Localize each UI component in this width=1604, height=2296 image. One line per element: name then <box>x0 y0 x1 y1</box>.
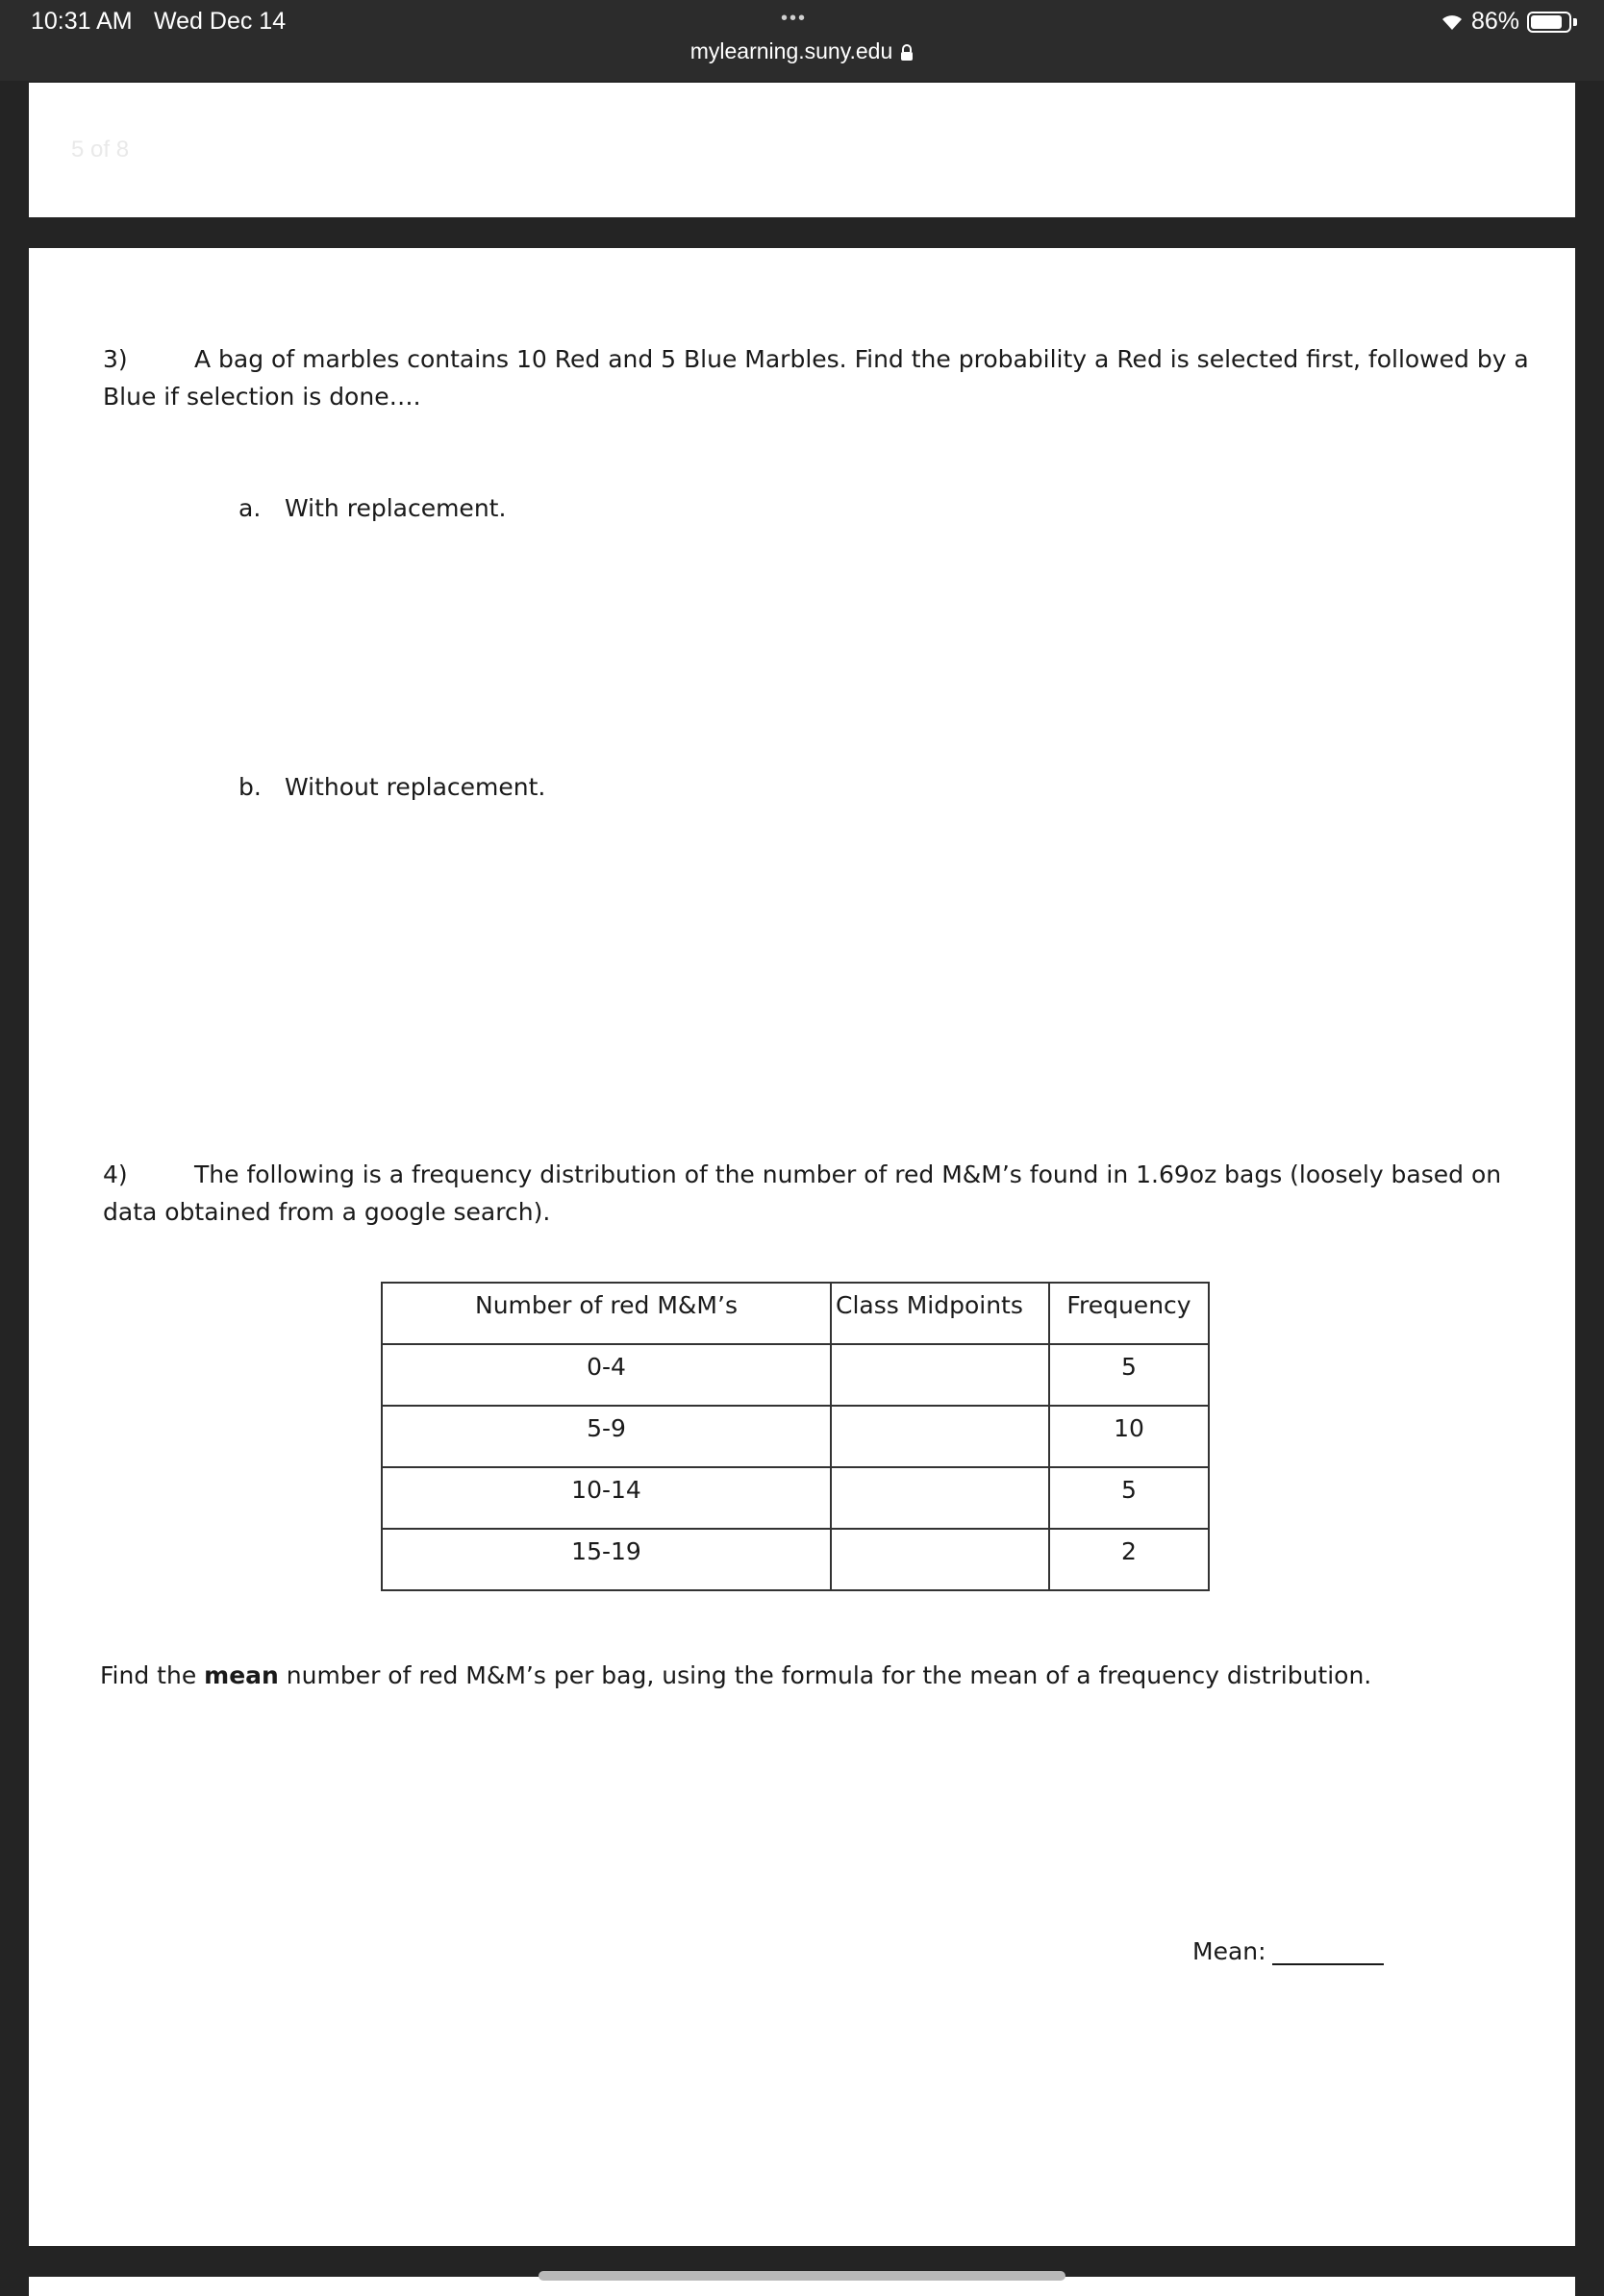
row-midpoint <box>831 1529 1049 1590</box>
page-counter: 5 of 8 <box>71 137 130 162</box>
table-header-row <box>382 1283 1209 1344</box>
multitasking-dots[interactable]: ••• <box>781 8 808 29</box>
status-time: 10:31 AM <box>31 8 133 35</box>
row-frequency: 5 <box>1049 1344 1209 1406</box>
header-number-of-red: Number of red M&M’s <box>382 1283 831 1344</box>
question-4-number: 4) <box>103 1160 128 1188</box>
wifi-icon <box>1441 13 1464 31</box>
status-bar <box>0 0 1604 81</box>
question-3 <box>103 340 1529 415</box>
answer-blank <box>1272 1940 1384 1965</box>
part-a-label: With replacement. <box>285 494 507 522</box>
url-bar[interactable] <box>0 38 1604 64</box>
mean-answer <box>1192 1937 1384 1965</box>
instruction-bold: mean <box>204 1661 279 1689</box>
url-text: mylearning.suny.edu <box>689 38 893 63</box>
status-date: Wed Dec 14 <box>154 8 287 35</box>
question-3-number: 3) <box>103 345 128 373</box>
mean-instruction <box>100 1661 1371 1689</box>
battery-fill <box>1531 15 1562 29</box>
question-4 <box>103 1156 1501 1231</box>
part-a-letter: a. <box>238 494 262 522</box>
instruction-post: number of red M&M’s per bag, using the formula for the mean of a frequency distribution. <box>278 1661 1372 1689</box>
part-b-letter: b. <box>238 773 262 801</box>
document-page <box>29 248 1575 2246</box>
row-range: 15-19 <box>382 1529 831 1590</box>
instruction-pre: Find the <box>100 1661 205 1689</box>
row-range: 10-14 <box>382 1467 831 1529</box>
header-frequency: Frequency <box>1049 1283 1209 1344</box>
row-frequency: 10 <box>1049 1406 1209 1467</box>
question-4-text-line2: data obtained from a google search). <box>103 1198 551 1226</box>
table-row <box>382 1406 1209 1467</box>
answer-label: Mean: <box>1192 1937 1266 1965</box>
table-row <box>382 1529 1209 1590</box>
scroll-indicator[interactable] <box>539 2271 1065 2281</box>
question-3-text: A bag of marbles contains 10 Red and 5 Blue Marbles. Find the probability a Red is selected first, followed by a <box>194 345 1529 373</box>
previous-page <box>29 83 1575 217</box>
lock-icon <box>900 44 914 62</box>
table-row <box>382 1467 1209 1529</box>
part-b-label: Without replacement. <box>285 773 546 801</box>
table-row <box>382 1344 1209 1406</box>
status-right <box>1441 8 1577 36</box>
row-midpoint <box>831 1406 1049 1467</box>
row-range: 0-4 <box>382 1344 831 1406</box>
frequency-table <box>381 1282 1210 1591</box>
question-3-text-line2: Blue if selection is done…. <box>103 383 421 411</box>
row-midpoint <box>831 1344 1049 1406</box>
question-3-part-a <box>238 494 506 522</box>
question-3-part-b <box>238 773 545 801</box>
question-4-text: The following is a frequency distribution of the number of red M&M’s found in 1.69oz bags (loosely based on <box>194 1160 1502 1188</box>
header-class-midpoints: Class Midpoints <box>831 1283 1049 1344</box>
row-frequency: 2 <box>1049 1529 1209 1590</box>
row-range: 5-9 <box>382 1406 831 1467</box>
row-frequency: 5 <box>1049 1467 1209 1529</box>
battery-percent: 86% <box>1470 8 1519 35</box>
battery-tip <box>1573 18 1577 26</box>
row-midpoint <box>831 1467 1049 1529</box>
battery-icon <box>1527 12 1571 33</box>
